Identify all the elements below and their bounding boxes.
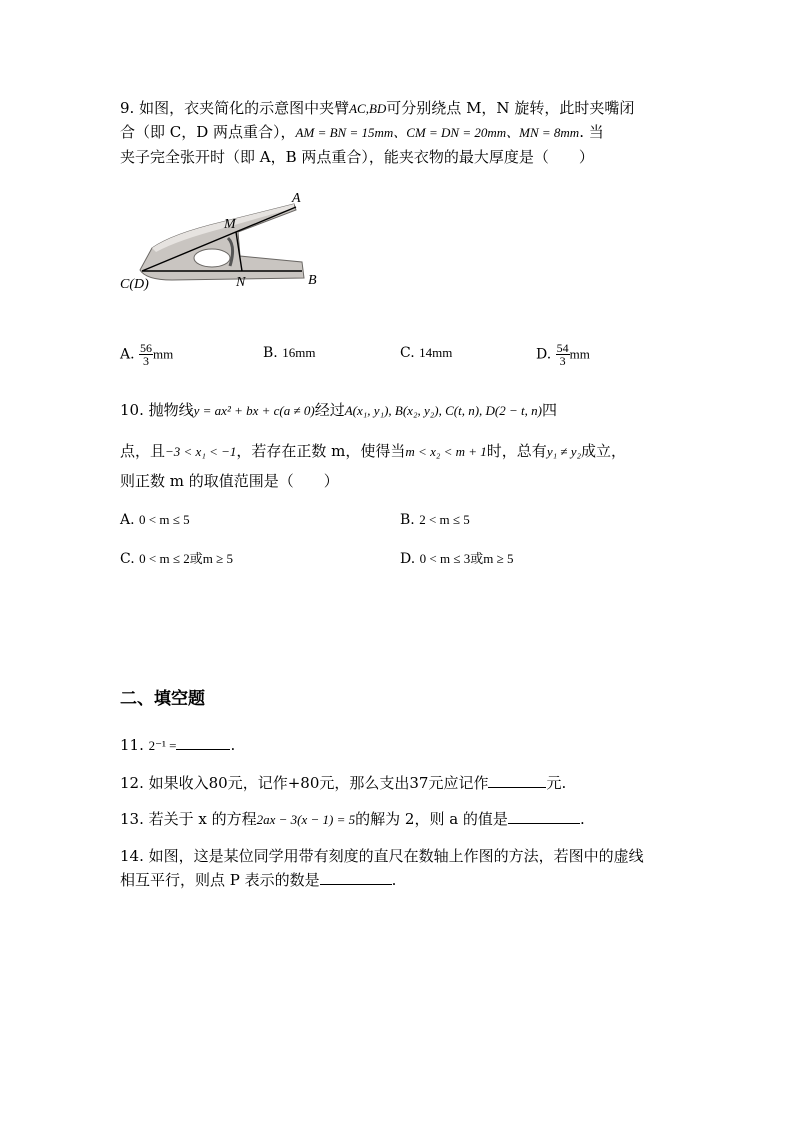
q10-text-4: 点，且: [120, 442, 166, 460]
q9-line1: [120, 97, 634, 120]
option-label: C.: [400, 345, 415, 361]
q10-equation: y = ax² + bx + c(a ≠ 0): [193, 403, 315, 418]
q10-text-8: 则正数 m 的取值范围是（ ）: [120, 472, 339, 490]
q9-option-a[interactable]: [120, 342, 173, 367]
q14-line1: [120, 845, 644, 867]
option-label: B.: [263, 345, 278, 361]
frac-num: 54: [556, 341, 569, 355]
q9-option-d[interactable]: [536, 342, 590, 367]
q9-line3: [120, 146, 594, 168]
q10-condition-2: m < x₂ < m + 1: [405, 444, 487, 459]
option-label: B.: [400, 512, 415, 528]
option-fraction: [139, 342, 153, 367]
frac-num: 56: [140, 341, 153, 355]
section-heading: 二、填空题: [120, 689, 205, 709]
q14-text-2: 相互平行，则点 P 表示的数是: [120, 871, 320, 889]
q10-points: A(x₁, y₁), B(x₂, y₂), C(t, n), D(2 − t, n): [344, 403, 542, 418]
answer-blank[interactable]: [508, 809, 580, 824]
option-label: A.: [120, 512, 135, 528]
q10-condition-3: y₁ ≠ y₂: [546, 444, 582, 459]
q10-text-6: 时，总有: [486, 442, 547, 460]
option-label: C.: [120, 551, 135, 567]
q10-option-b[interactable]: [400, 509, 470, 531]
q10-line3: [120, 470, 339, 492]
option-text: 14mm: [419, 345, 453, 360]
q12-end: 元.: [546, 774, 567, 792]
q13-end: .: [579, 810, 585, 828]
q9-lengths: AM = BN = 15mm、CM = DN = 20mm、MN = 8mm: [295, 125, 580, 140]
q9-text-4: . 当: [579, 123, 604, 141]
q10-option-c[interactable]: [120, 548, 233, 570]
q10-text-7: 成立，: [581, 442, 627, 460]
q13: [120, 808, 585, 831]
q14-line2: [120, 869, 396, 891]
answer-blank[interactable]: [176, 735, 230, 750]
option-label: D.: [400, 551, 416, 567]
frac-den: 3: [143, 354, 150, 368]
q10-text-3: 四: [541, 401, 557, 419]
option-text: 0 < m ≤ 3或m ≥ 5: [419, 551, 514, 566]
option-text: 0 < m ≤ 2或m ≥ 5: [139, 551, 233, 566]
q9-text-5: 夹子完全张开时（即 A，B 两点重合），能夹衣物的最大厚度是（ ）: [120, 148, 594, 166]
label-a: A: [292, 191, 301, 206]
q9-arms: AC,BD: [349, 101, 387, 116]
q10-condition: −3 < x₁ < −1: [165, 444, 237, 459]
q9-option-b[interactable]: [263, 342, 315, 364]
q11-number: 11.: [120, 736, 144, 754]
q13-text-2: 的解为 2，则 a 的值是: [355, 810, 508, 828]
q14-text: 14. 如图，这是某位同学用带有刻度的直尺在数轴上作图的方法，若图中的虚线: [120, 847, 644, 865]
clothespin-spring-hole: [194, 249, 230, 267]
q11-expression: 2⁻¹ =: [148, 738, 177, 753]
option-text: 0 < m ≤ 5: [139, 512, 190, 527]
q10-line1: [120, 399, 557, 422]
option-unit: mm: [569, 346, 590, 362]
label-cd: C(D): [120, 277, 149, 292]
q13-equation: 2ax − 3(x − 1) = 5: [256, 812, 356, 827]
q13-text: 13. 若关于 x 的方程: [120, 810, 257, 828]
option-text: 2 < m ≤ 5: [419, 512, 470, 527]
q10-line2: [120, 440, 626, 463]
q10-text: 10. 抛物线: [120, 401, 194, 419]
label-b: B: [308, 273, 317, 288]
option-label: A.: [120, 346, 135, 363]
q12-text: 12. 如果收入80元，记作+80元，那么支出37元应记作: [120, 774, 489, 792]
q10-text-5: ，若存在正数 m，使得当: [236, 442, 406, 460]
q10-option-d[interactable]: [400, 548, 513, 570]
q11-end: .: [230, 736, 236, 754]
option-unit: mm: [153, 346, 174, 362]
frac-den: 3: [559, 354, 566, 368]
label-n: N: [236, 275, 246, 290]
answer-blank[interactable]: [488, 773, 546, 788]
label-m: M: [224, 217, 236, 232]
q9-line2: [120, 121, 604, 144]
q9-text: 9. 如图，衣夹简化的示意图中夹臂: [120, 99, 350, 117]
option-fraction: [556, 342, 570, 367]
q9-text-2: 可分别绕点 M，N 旋转，此时夹嘴闭: [386, 99, 635, 117]
q9-option-c[interactable]: [400, 342, 452, 364]
option-text: 16mm: [282, 345, 316, 360]
q10-option-a[interactable]: [120, 509, 190, 531]
q9-text-3: 合（即 C，D 两点重合），: [120, 123, 296, 141]
clothespin-figure: [112, 186, 332, 294]
answer-blank[interactable]: [320, 870, 392, 885]
q11: [120, 734, 235, 757]
option-label: D.: [536, 346, 552, 363]
q14-end: .: [391, 871, 397, 889]
q12: [120, 772, 566, 794]
q10-text-2: 经过: [314, 401, 345, 419]
